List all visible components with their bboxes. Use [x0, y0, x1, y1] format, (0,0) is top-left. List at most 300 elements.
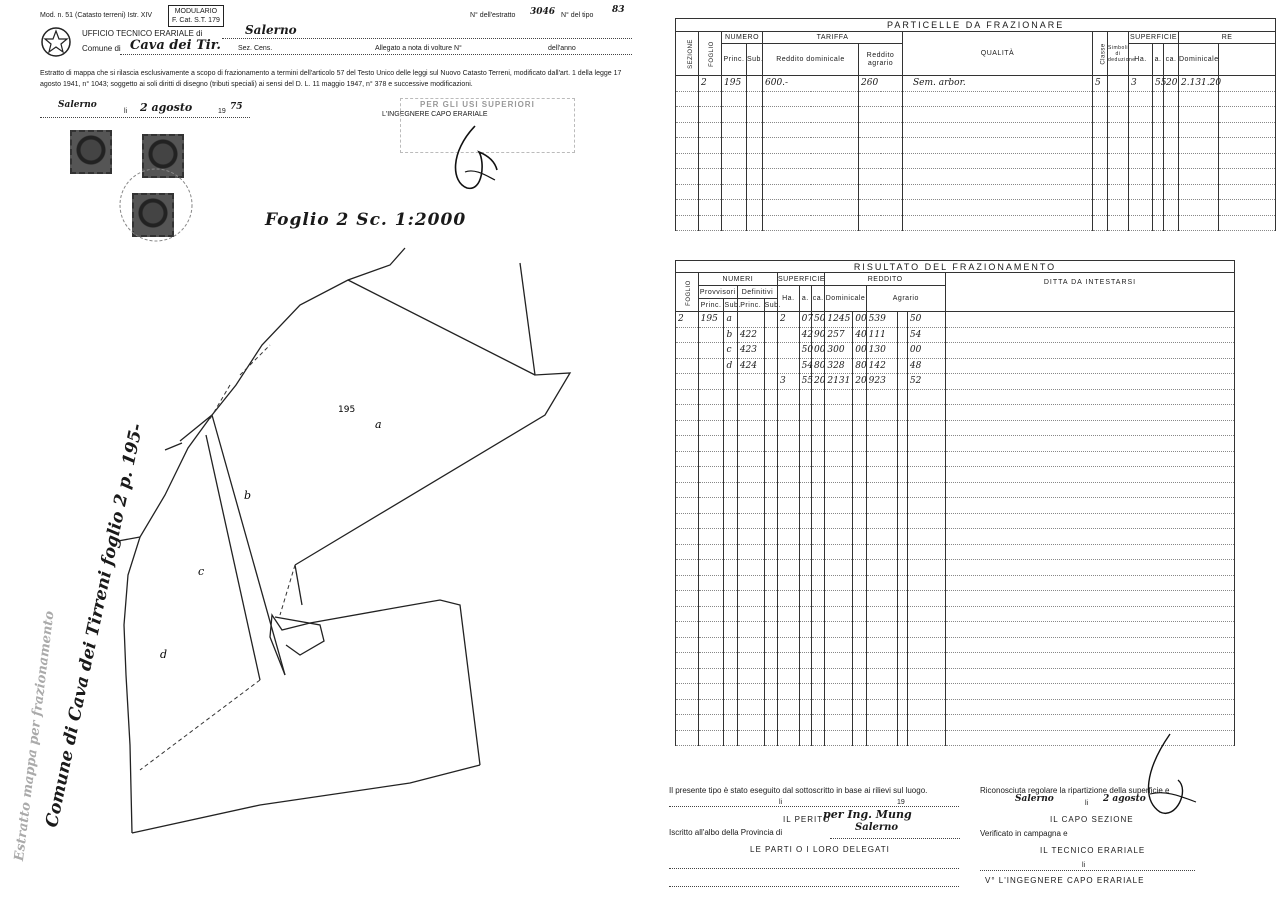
cell-defsub	[764, 544, 777, 560]
cell-sub: a	[724, 312, 737, 328]
cell-agr-extra	[897, 591, 907, 607]
cell-agr-c: 54	[907, 327, 945, 343]
cell-agr-c	[907, 715, 945, 731]
cell-ca	[812, 389, 825, 405]
cell-sub	[724, 730, 737, 746]
table-row	[676, 591, 1235, 607]
cell-prov	[698, 560, 724, 576]
cell-ditta	[945, 637, 1234, 653]
cell-dom-c	[853, 405, 866, 421]
cell-reddito-agr: 260	[859, 76, 903, 92]
cell-prov	[698, 653, 724, 669]
cell-a	[799, 684, 811, 700]
cell-foglio	[676, 715, 699, 731]
cell-agr-extra	[897, 343, 907, 359]
cell-sub	[724, 389, 737, 405]
cell-agr-extra	[897, 312, 907, 328]
cell-ha	[778, 653, 800, 669]
cell-ditta	[945, 498, 1234, 514]
right-date-line	[980, 870, 1195, 871]
cell-dom	[825, 529, 853, 545]
table-row	[676, 451, 1235, 467]
cell-sub	[724, 606, 737, 622]
cell-a: 54	[799, 358, 811, 374]
col-classe: Classe	[1093, 32, 1108, 76]
cell-ca	[812, 668, 825, 684]
cell-ha	[778, 436, 800, 452]
cell-defsub	[764, 467, 777, 483]
table-row	[676, 327, 1235, 343]
cell-def	[737, 715, 764, 731]
cell-a	[799, 544, 811, 560]
cell-agr-extra	[897, 529, 907, 545]
cell-sub	[724, 622, 737, 638]
parcel-c-label: c	[198, 565, 205, 578]
riconosciuta-li: li	[1085, 800, 1089, 807]
riconosciuta-text: Riconosciuta regolare la ripartizione della superficie e	[980, 786, 1170, 795]
table-row	[676, 637, 1235, 653]
cell-prov	[698, 715, 724, 731]
engineer-label: L'INGEGNERE CAPO ERARIALE	[382, 111, 488, 118]
cell-defsub	[764, 405, 777, 421]
cell-ditta	[945, 482, 1234, 498]
cell-agr	[866, 451, 897, 467]
cell-foglio	[676, 498, 699, 514]
cell-prov	[698, 699, 724, 715]
cell-ditta	[945, 544, 1234, 560]
col2-ca: ca.	[812, 286, 825, 312]
cell-dom-c	[853, 482, 866, 498]
cell-prov: 195	[698, 312, 724, 328]
cell-sub	[724, 560, 737, 576]
cell-dom	[825, 544, 853, 560]
particelle-title: PARTICELLE DA FRAZIONARE	[676, 19, 1276, 32]
cell-ca	[812, 699, 825, 715]
cell-ca	[812, 715, 825, 731]
cell-def	[737, 699, 764, 715]
cell-a	[799, 715, 811, 731]
cell-ha	[778, 467, 800, 483]
cell-ha	[778, 544, 800, 560]
cell-dom-c	[853, 498, 866, 514]
col-reddito-agrario: Reddito agrario	[859, 44, 903, 76]
cell-ha	[778, 730, 800, 746]
cell-defsub	[764, 637, 777, 653]
cell-ca	[812, 513, 825, 529]
iscritto-label: Iscritto all'albo della Provincia di	[669, 828, 783, 837]
cell-agr	[866, 575, 897, 591]
cell-foglio	[676, 374, 699, 390]
cell-agr: 130	[866, 343, 897, 359]
cell-dom: 1245	[825, 312, 853, 328]
col2-prov-sub: Sub.	[724, 299, 737, 312]
cell-dom-c: 40	[853, 327, 866, 343]
cell-sub: b	[724, 327, 737, 343]
cell-agr-c	[907, 498, 945, 514]
cell-ca: 00	[812, 343, 825, 359]
cell-defsub	[764, 436, 777, 452]
cell-agr-c	[907, 699, 945, 715]
col2-ha: Ha.	[778, 286, 800, 312]
cell-ha	[778, 529, 800, 545]
cell-agr-c	[907, 405, 945, 421]
cell-ha	[778, 684, 800, 700]
cell-a	[799, 591, 811, 607]
cell-dom	[825, 560, 853, 576]
cell-foglio	[676, 544, 699, 560]
cell-agr-c	[907, 653, 945, 669]
cell-dom-c	[853, 715, 866, 731]
cell-dom-c	[853, 389, 866, 405]
cell-agr-extra	[897, 699, 907, 715]
cell-ha: 3	[778, 374, 800, 390]
cell-agr: 142	[866, 358, 897, 374]
cell-defsub	[764, 653, 777, 669]
legal-paragraph: Estratto di mappa che si rilascia esclusivamente a scopo di frazionamento a termini dell'articolo 57 del Testo Unico delle leggi sul Nuovo Catasto Terreni, modificato dall'art. 1 della legge 17 agosto 1941, n° 1043; soggetto ai soli diritti di disegno (tributi speciali) ai sensi del D. L. 11 maggio 1947, n° 378 e successive modificazioni.	[40, 70, 622, 88]
cell-ca	[812, 420, 825, 436]
cell-ditta	[945, 451, 1234, 467]
cell-foglio	[676, 684, 699, 700]
table-row	[676, 529, 1235, 545]
cell-agr	[866, 467, 897, 483]
cell-ca	[812, 467, 825, 483]
cell-foglio: 2	[676, 312, 699, 328]
cell-a	[799, 560, 811, 576]
modulario-box	[168, 5, 224, 27]
cell-sub	[724, 637, 737, 653]
cell-ca: 20	[1164, 76, 1179, 92]
cell-defsub	[764, 575, 777, 591]
table-row	[676, 312, 1235, 328]
table-row	[676, 358, 1235, 374]
cell-ditta	[945, 513, 1234, 529]
cell-defsub	[764, 312, 777, 328]
cell-prov	[698, 606, 724, 622]
cell-sub: c	[724, 343, 737, 359]
cell-sub	[724, 482, 737, 498]
cell-def	[737, 560, 764, 576]
cell-qualita: Sem. arbor.	[903, 76, 1093, 92]
cell-ha	[778, 498, 800, 514]
cell-def	[737, 575, 764, 591]
cell-dom-c	[853, 436, 866, 452]
cell-agr-c	[907, 451, 945, 467]
table-row	[676, 668, 1235, 684]
cell-foglio	[676, 343, 699, 359]
cell-def	[737, 637, 764, 653]
cell-def: 423	[737, 343, 764, 359]
cell-princ: 195	[722, 76, 747, 92]
cell-sub	[724, 405, 737, 421]
cell-def: 422	[737, 327, 764, 343]
cell-dom	[825, 513, 853, 529]
comune-value: Cava dei Tir.	[130, 38, 221, 53]
cell-dom-c: 80	[853, 358, 866, 374]
cell-defsub	[764, 606, 777, 622]
parcel-number-label: 195	[338, 405, 356, 415]
cell-agr-extra	[897, 544, 907, 560]
republic-emblem-icon	[40, 26, 72, 58]
col2-reddito: REDDITO	[825, 273, 946, 286]
office-stamp: PER GLI USI SUPERIORI	[420, 100, 535, 109]
parti-label: LE PARTI O I LORO DELEGATI	[750, 845, 890, 854]
col-sezione: SEZIONE	[676, 32, 699, 76]
cell-foglio	[676, 327, 699, 343]
cell-prov	[698, 451, 724, 467]
cell-agr	[866, 730, 897, 746]
verificato-label: Verificato in campagna e	[980, 829, 1068, 838]
tipo-number-label: N° del tipo	[561, 12, 594, 19]
riconosciuta-place: Salerno	[1015, 794, 1054, 804]
tecnico-erariale-label: IL TECNICO ERARIALE	[1040, 846, 1146, 855]
cell-agr-c: 48	[907, 358, 945, 374]
cell-a	[799, 668, 811, 684]
cell-sub	[724, 591, 737, 607]
cell-dom-c: 00	[853, 312, 866, 328]
cell-def	[737, 529, 764, 545]
cell-foglio	[676, 389, 699, 405]
cell-def	[737, 374, 764, 390]
cell-a	[799, 637, 811, 653]
cell-prov	[698, 684, 724, 700]
cell-agr-extra	[897, 560, 907, 576]
cell-agr-c	[907, 668, 945, 684]
office-label: UFFICIO TECNICO ERARIALE di	[82, 29, 203, 38]
cell-agr-c	[907, 513, 945, 529]
estratto-number-value: 3046	[530, 7, 556, 17]
cell-ha	[778, 560, 800, 576]
cell-a	[799, 420, 811, 436]
cell-agr	[866, 622, 897, 638]
cell-defsub	[764, 591, 777, 607]
place-handwritten: Salerno	[58, 100, 97, 110]
cell-dom: 2131	[825, 374, 853, 390]
cell-a: 55	[799, 374, 811, 390]
cell-agr-c	[907, 482, 945, 498]
cell-prov	[698, 637, 724, 653]
cell-dom	[825, 591, 853, 607]
cell-dom-c: 00	[853, 343, 866, 359]
cell-ditta	[945, 374, 1234, 390]
table-row	[676, 560, 1235, 576]
cell-agr	[866, 668, 897, 684]
cell-prov	[698, 389, 724, 405]
cell-foglio	[676, 482, 699, 498]
particelle-table	[675, 18, 1276, 231]
cell-agr-extra	[897, 467, 907, 483]
engineer-signature-image	[445, 122, 505, 194]
risultato-table	[675, 260, 1235, 746]
cell-ditta	[945, 606, 1234, 622]
cell-def	[737, 730, 764, 746]
cell-dom: 257	[825, 327, 853, 343]
cell-sub	[724, 467, 737, 483]
cell-dom-c	[853, 653, 866, 669]
cell-ha	[778, 405, 800, 421]
cell-ha	[778, 327, 800, 343]
cell-dom-c	[853, 684, 866, 700]
cell-prov	[698, 420, 724, 436]
cell-ha	[778, 343, 800, 359]
col-reddito-dominicale: Reddito dominicale	[763, 44, 859, 76]
cell-ca: 80	[812, 358, 825, 374]
cell-defsub	[764, 699, 777, 715]
table-row	[676, 684, 1235, 700]
cell-defsub	[764, 343, 777, 359]
cell-agr-c	[907, 389, 945, 405]
table-row	[676, 498, 1235, 514]
cell-agr-c	[907, 622, 945, 638]
cell-agr-extra	[897, 405, 907, 421]
cell-foglio	[676, 699, 699, 715]
col2-numeri: NUMERI	[698, 273, 777, 286]
perito-signature: per Ing. Mung	[823, 808, 912, 821]
cell-agr-extra	[897, 436, 907, 452]
foglio-scale-caption: Foglio 2 Sc. 1:2000	[265, 210, 467, 230]
cell-a: 50	[799, 343, 811, 359]
cell-ha	[778, 358, 800, 374]
cell-ha	[778, 622, 800, 638]
cell-foglio	[676, 451, 699, 467]
cell-ca	[812, 575, 825, 591]
cell-a	[799, 451, 811, 467]
cell-dom-c	[853, 575, 866, 591]
cell-def	[737, 591, 764, 607]
cell-a	[799, 467, 811, 483]
office-dotted-line	[222, 38, 632, 39]
cell-dom	[825, 730, 853, 746]
cell-ditta	[945, 529, 1234, 545]
cell-a	[799, 405, 811, 421]
cell-defsub	[764, 560, 777, 576]
table-row	[676, 699, 1235, 715]
cell-ca	[812, 653, 825, 669]
table-row	[676, 544, 1235, 560]
table-row	[676, 575, 1235, 591]
cell-agr-extra	[897, 622, 907, 638]
table-row	[676, 343, 1235, 359]
cell-defsub	[764, 730, 777, 746]
cell-agr-extra	[897, 668, 907, 684]
cell-agr	[866, 389, 897, 405]
cell-agr	[866, 684, 897, 700]
estratto-number-label: N° dell'estratto	[470, 12, 516, 19]
cell-ca	[812, 529, 825, 545]
col-a: a.	[1153, 44, 1164, 76]
cell-agr-extra	[897, 389, 907, 405]
cell-ha	[778, 715, 800, 731]
cell-sub	[724, 513, 737, 529]
cell-def	[737, 482, 764, 498]
cell-agr: 539	[866, 312, 897, 328]
cell-defsub	[764, 374, 777, 390]
cell-def	[737, 622, 764, 638]
date-handwritten: 2 agosto	[140, 101, 193, 114]
cell-dom	[825, 575, 853, 591]
model-line: Mod. n. 51 (Catasto terreni) Istr. XIV	[40, 12, 153, 19]
table-row	[676, 653, 1235, 669]
cell-def	[737, 436, 764, 452]
cell-def	[737, 606, 764, 622]
col2-definitivi: Definitivi	[737, 286, 777, 299]
capo-sezione-label: IL CAPO SEZIONE	[1050, 815, 1134, 824]
cell-agr-extra	[897, 420, 907, 436]
postmark-circle	[96, 165, 216, 245]
cell-agr-extra	[897, 498, 907, 514]
table-row	[676, 513, 1235, 529]
cell-agr-c	[907, 637, 945, 653]
cell-ditta	[945, 436, 1234, 452]
cell-foglio	[676, 668, 699, 684]
cell-ca	[812, 560, 825, 576]
cell-dominicale: 2.131.20	[1179, 76, 1219, 92]
cell-ditta	[945, 420, 1234, 436]
cell-ha	[778, 606, 800, 622]
cell-agr	[866, 529, 897, 545]
col-tariffa: TARIFFA	[763, 32, 903, 44]
cell-def	[737, 451, 764, 467]
cell-foglio	[676, 637, 699, 653]
cell-ca	[812, 498, 825, 514]
table-row	[676, 389, 1235, 405]
cell-ca: 90	[812, 327, 825, 343]
cell-defsub	[764, 715, 777, 731]
cell-ca	[812, 451, 825, 467]
cell-def	[737, 312, 764, 328]
allegato-label: Allegato a nota di volture N°	[375, 45, 462, 52]
cell-ditta	[945, 405, 1234, 421]
table-row	[676, 482, 1235, 498]
cadastral-map-drawing	[110, 245, 590, 845]
cell-a	[799, 653, 811, 669]
cell-agr	[866, 544, 897, 560]
col-dominicale: Dominicale	[1179, 44, 1219, 76]
cell-a	[799, 529, 811, 545]
cell-agr-c	[907, 420, 945, 436]
vertical-faint-note: Estratto mappa per frazionamento	[12, 610, 58, 862]
cell-ha	[778, 420, 800, 436]
cell-agr	[866, 405, 897, 421]
cell-agr-extra	[897, 730, 907, 746]
cell-prov	[698, 591, 724, 607]
table-row	[676, 467, 1235, 483]
cell-def	[737, 498, 764, 514]
riconosciuta-date: 2 agosto	[1103, 794, 1146, 804]
cell-prov	[698, 668, 724, 684]
cell-dom	[825, 389, 853, 405]
footer-li-left: li	[779, 799, 783, 806]
cell-sub	[724, 529, 737, 545]
cell-ca	[812, 436, 825, 452]
cell-ditta	[945, 560, 1234, 576]
cell-prov	[698, 405, 724, 421]
cell-ha: 3	[1129, 76, 1153, 92]
col-numero: NUMERO	[722, 32, 763, 44]
cell-foglio	[676, 436, 699, 452]
cell-sub	[724, 653, 737, 669]
cell-ditta	[945, 699, 1234, 715]
cell-ha	[778, 699, 800, 715]
table-row	[676, 374, 1235, 390]
cell-prov	[698, 374, 724, 390]
cell-a	[799, 699, 811, 715]
cell-foglio	[676, 529, 699, 545]
cell-agr	[866, 715, 897, 731]
cell-def	[737, 405, 764, 421]
cell-dom-c	[853, 420, 866, 436]
cell-ca: 20	[812, 374, 825, 390]
cell-a	[799, 575, 811, 591]
